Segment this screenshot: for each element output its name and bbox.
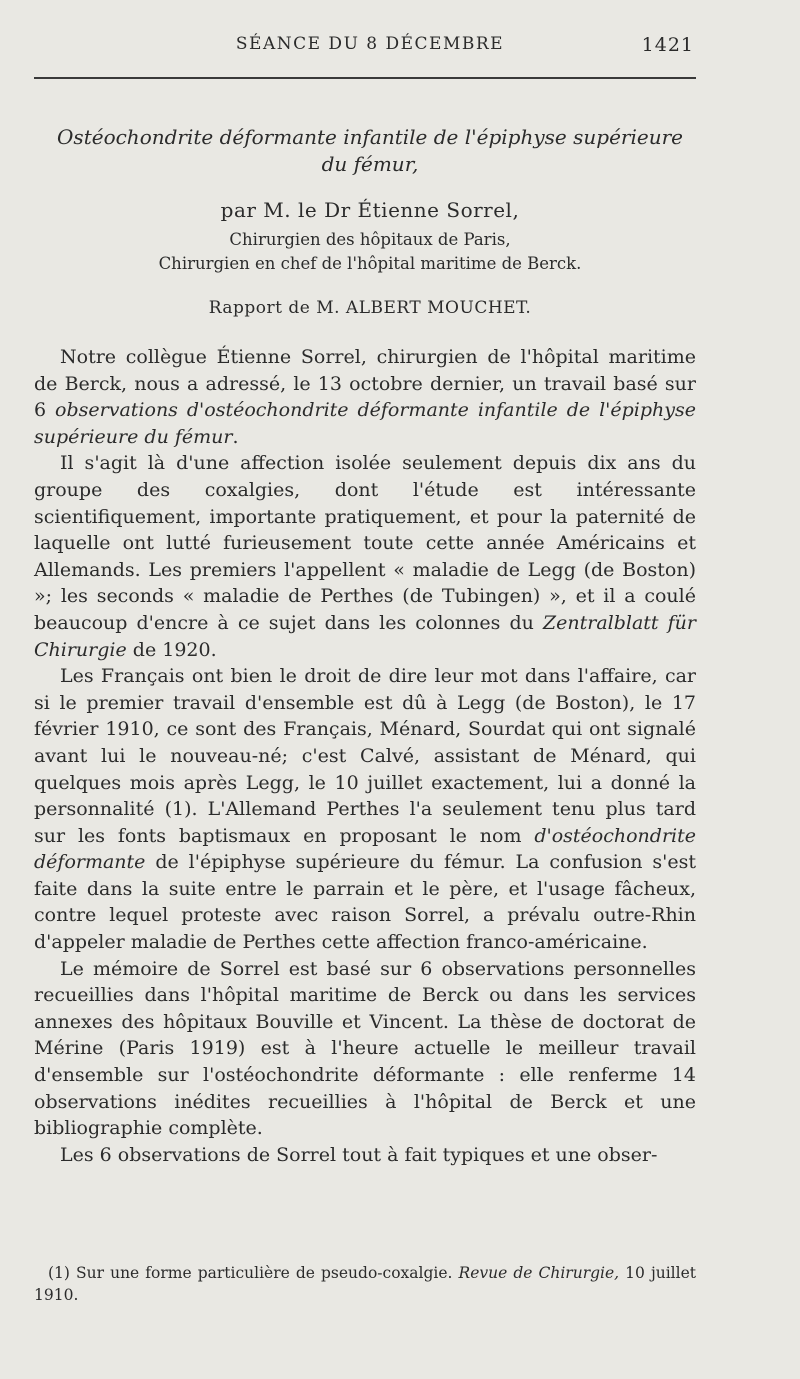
- report-line: Rapport de M. ALBERT MOUCHET.: [208, 298, 532, 318]
- footnote-text-b: 10 juillet 1910.: [34, 1264, 697, 1304]
- article-title: [30, 124, 710, 178]
- paragraph-4: Le mémoire de Sorrel est basé sur 6 observations personnelles recueillies dans l'hôpital maritime de Berck ou dans les services annexes des hôpitaux Bouville et Vincent. La thèse de doctorat de Mérine (Paris 1919) est à l'heure actuelle le meilleur travail d'ensemble sur l'ostéochondrite déformante : elle renferme 14 observations inédites recueillies à l'hôpital de Berck et une bibliographie complète.: [34, 957, 696, 1140]
- author-affiliation: [30, 228, 710, 276]
- article-heading: [30, 124, 710, 318]
- body-text: [34, 344, 696, 1168]
- header-rule: [34, 77, 696, 79]
- paragraph-1: [34, 344, 696, 450]
- p3-text-b: de l'épiphyse supérieure du fémur. La confusion s'est faite dans la suite entre le parrain et le père, et l'usage fâcheux, contre lequel proteste avec raison Sorrel, a prévalu outre-Rhin d'appeler maladie de Perthes cette affection franco-américaine.: [34, 851, 696, 954]
- footnote-text-a: (1) Sur une forme particulière de pseudo-coxalgie.: [48, 1264, 459, 1282]
- p1-text-b: .: [232, 425, 239, 448]
- running-head: SÉANCE DU 8 DÉCEMBRE: [235, 34, 505, 54]
- affiliation-line-1: Chirurgien des hôpitaux de Paris,: [229, 230, 511, 249]
- p3-italic: d'ostéochondrite déformante: [34, 824, 696, 874]
- title-line-1: Ostéochondrite déformante infantile de l'épiphyse supérieure: [57, 125, 683, 149]
- p1-italic: observations d'ostéochondrite déformante infantile de l'épiphyse supérieure du fémur: [34, 399, 696, 448]
- page-number: 1421: [641, 34, 694, 56]
- paragraph-3: [34, 663, 696, 956]
- paragraph-5: Les 6 observations de Sorrel tout à fait typiques et une obser-: [60, 1143, 658, 1166]
- p2-text-a: Il s'agit là d'une affection isolée seulement depuis dix ans du groupe des coxalgies, dont l'étude est intéressante scientifiquement, importante pratiquement, et pour la paternité de laquelle ont lutté furieusement toute cette année Américains et Allemands. Les premiers l'appellent « maladie de Legg (de Boston) »; les seconds « maladie de Perthes (de Tubingen) », et il a coulé beaucoup d'encre à ce sujet dans les colonnes du: [34, 452, 696, 634]
- p3-text-a: Les Français ont bien le droit de dire leur mot dans l'affaire, car si le premier travail d'ensemble est dû à Legg (de Boston), le 17 février 1910, ce sont des Français, Ménard, Sourdat qui ont signalé avant lui le nouveau-né; c'est Calvé, assistant de Ménard, qui quelques mois après Legg, le 10 juillet exactement, lui a donné la personnalité (1). L'Allemand Perthes l'a seulement tenu plus tard sur les fonts baptismaux en proposant le nom: [34, 665, 696, 847]
- footnote-italic: Revue de Chirurgie,: [458, 1264, 620, 1282]
- p2-text-b: de 1920.: [126, 638, 217, 661]
- affiliation-line-2: Chirurgien en chef de l'hôpital maritime de Berck.: [158, 254, 582, 273]
- page-header: [0, 34, 800, 64]
- p1-text-a: Notre collègue Étienne Sorrel, chirurgien de l'hôpital maritime de Berck, nous a adressé, le 13 octobre dernier, un travail basé sur 6: [34, 346, 696, 422]
- author-byline: par M. le Dr Étienne Sorrel,: [220, 198, 520, 222]
- title-line-2: du fémur,: [321, 152, 419, 176]
- footnote: [34, 1262, 696, 1306]
- paragraph-2: [34, 450, 696, 663]
- p2-italic: Zentralblatt für Chirurgie: [34, 611, 696, 661]
